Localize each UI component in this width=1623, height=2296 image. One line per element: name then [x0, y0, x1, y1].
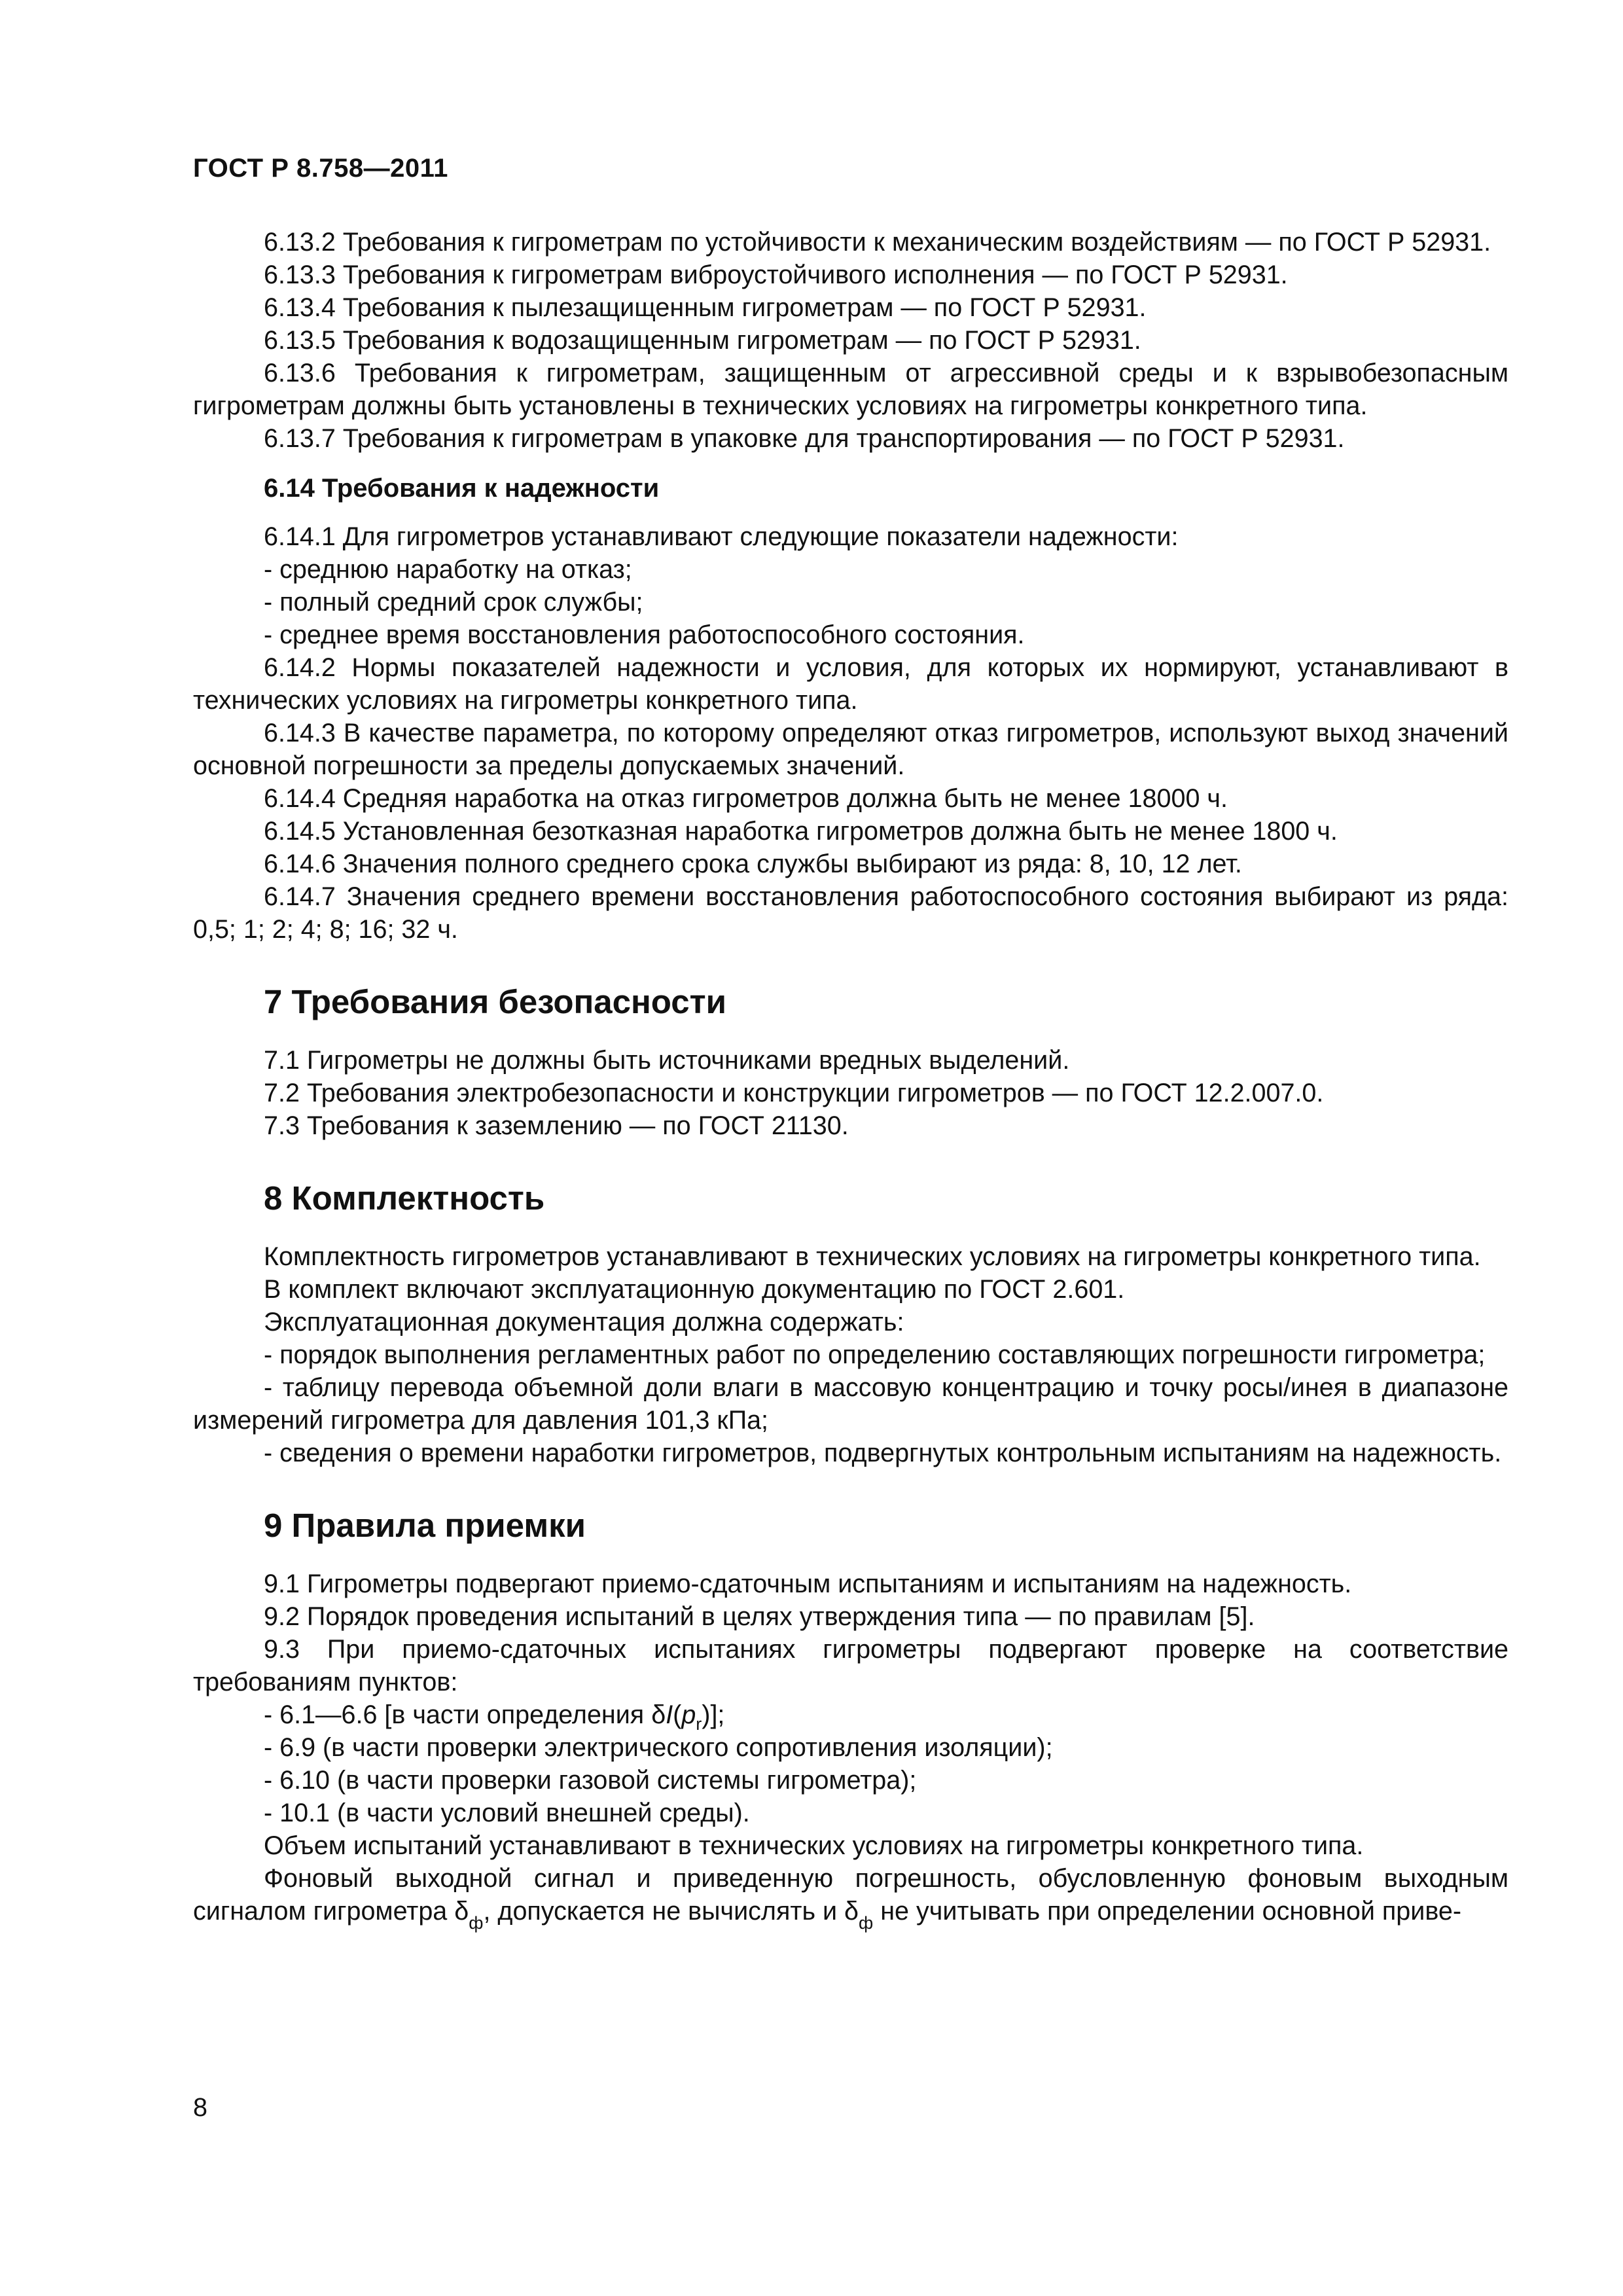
paragraph-6-14-4: 6.14.4 Средняя наработка на отказ гигрометров должна быть не менее 18000 ч.: [264, 784, 1228, 813]
section-heading-7: 7 Требования безопасности: [264, 983, 726, 1020]
list-text: )];: [702, 1700, 725, 1729]
formula-subscript: ф: [859, 1913, 874, 1933]
paragraph-8-c: Эксплуатационная документация должна содержать:: [264, 1308, 904, 1336]
section-heading-9: 9 Правила приемки: [264, 1507, 586, 1544]
delta-symbol: δ: [454, 1897, 469, 1926]
list-item: - таблицу перевода объемной доли влаги в массовую концентрацию и точку росы/инея в диапазоне измерений гигрометра для давления 101,3 кПа;: [193, 1373, 1508, 1435]
paragraph-6-13-6: 6.13.6 Требования к гигрометрам, защищенным от агрессивной среды и к взрывобезопасным гигрометрам должны быть установлены в технических условиях на гигрометры конкретного типа.: [193, 359, 1508, 420]
paragraph-6-14-5: 6.14.5 Установленная безотказная наработка гигрометров должна быть не менее 1800 ч.: [264, 817, 1338, 846]
paragraph-6-13-7: 6.13.7 Требования к гигрометрам в упаковке для транспортирования — по ГОСТ Р 52931.: [264, 424, 1345, 453]
paragraph-9-3: 9.3 При приемо-сдаточных испытаниях гигрометры подвергают проверке на соответствие требованиям пунктов:: [193, 1635, 1508, 1696]
paragraph-6-13-3: 6.13.3 Требования к гигрометрам виброустойчивого исполнения — по ГОСТ Р 52931.: [264, 260, 1288, 289]
page-number: 8: [193, 2093, 207, 2122]
paragraph-8-a: Комплектность гигрометров устанавливают в технических условиях на гигрометры конкретного типа.: [264, 1242, 1481, 1271]
paragraph-9-5: [193, 1862, 1508, 1933]
list-item: - 10.1 (в части условий внешней среды).: [264, 1799, 750, 1827]
paragraph-8-b: В комплект включают эксплуатационную документацию по ГОСТ 2.601.: [264, 1275, 1125, 1304]
paragraph-6-13-2: 6.13.2 Требования к гигрометрам по устойчивости к механическим воздействиям — по ГОСТ Р 52931.: [264, 228, 1491, 257]
paragraph-7-3: 7.3 Требования к заземлению — по ГОСТ 21130.: [264, 1111, 849, 1140]
formula-subscript: ф: [469, 1913, 484, 1933]
delta-symbol: δ: [651, 1700, 666, 1729]
formula-variable: p: [681, 1700, 696, 1729]
paragraph-6-14-6: 6.14.6 Значения полного среднего срока службы выбирают из ряда: 8, 10, 12 лет.: [264, 850, 1242, 878]
paragraph-text: , допускается не вычислять и: [483, 1897, 845, 1926]
section-heading-8: 8 Комплектность: [264, 1179, 545, 1217]
paragraph-7-1: 7.1 Гигрометры не должны быть источниками вредных выделений.: [264, 1046, 1070, 1075]
subsection-heading-6-14: 6.14 Требования к надежности: [264, 474, 660, 503]
list-item: - порядок выполнения регламентных работ по определению составляющих погрешности гигрометра;: [264, 1340, 1486, 1369]
list-item: - среднее время восстановления работоспособного состояния.: [264, 620, 1025, 649]
paragraph-6-13-5: 6.13.5 Требования к водозащищенным гигрометрам — по ГОСТ Р 52931.: [264, 326, 1141, 355]
list-item: - сведения о времени наработки гигрометров, подвергнутых контрольным испытаниям на надежность.: [264, 1439, 1502, 1467]
paragraph-6-14-1: 6.14.1 Для гигрометров устанавливают следующие показатели надежности:: [264, 522, 1179, 551]
paragraph-text: не учитывать при определении основной приве-: [873, 1897, 1462, 1926]
paragraph-9-2: 9.2 Порядок проведения испытаний в целях утверждения типа — по правилам [5].: [264, 1602, 1255, 1631]
paragraph-9-1: 9.1 Гигрометры подвергают приемо-сдаточным испытаниям и испытаниям на надежность.: [264, 1570, 1352, 1598]
list-item: - полный средний срок службы;: [264, 588, 643, 617]
formula-subscript: r: [696, 1714, 702, 1734]
list-item: - 6.9 (в части проверки электрического сопротивления изоляции);: [264, 1733, 1053, 1762]
list-text: - 6.1—6.6 [в части определения: [264, 1700, 652, 1729]
list-item-formula: [193, 1698, 1508, 1734]
formula-variable: I: [666, 1700, 673, 1729]
paragraph-7-2: 7.2 Требования электробезопасности и конструкции гигрометров — по ГОСТ 12.2.007.0.: [264, 1079, 1324, 1107]
list-item: - 6.10 (в части проверки газовой системы гигрометра);: [264, 1766, 917, 1795]
paragraph-6-14-3: 6.14.3 В качестве параметра, по которому определяют отказ гигрометров, используют выход значений основной погрешности за пределы допускаемых значений.: [193, 719, 1508, 780]
formula-bracket: (: [673, 1700, 682, 1729]
paragraph-6-14-7: 6.14.7 Значения среднего времени восстановления работоспособного состояния выбирают из ряда: 0,5; 1; 2; 4; 8; 16; 32 ч.: [193, 882, 1508, 944]
paragraph-6-13-4: 6.13.4 Требования к пылезащищенным гигрометрам — по ГОСТ Р 52931.: [264, 293, 1147, 322]
paragraph-6-14-2: 6.14.2 Нормы показателей надежности и условия, для которых их нормируют, устанавливают в технических условиях на гигрометры конкретного типа.: [193, 653, 1508, 715]
list-item: - среднюю наработку на отказ;: [264, 555, 632, 584]
delta-symbol: δ: [844, 1897, 859, 1926]
document-header: ГОСТ Р 8.758—2011: [193, 154, 448, 183]
paragraph-text: Фоновый выходной сигнал и приведенную погрешность, обусловленную фоновым выходным сигналом гигрометра: [193, 1864, 1508, 1926]
paragraph-9-4: Объем испытаний устанавливают в технических условиях на гигрометры конкретного типа.: [264, 1831, 1364, 1860]
document-body: [193, 226, 1508, 1933]
